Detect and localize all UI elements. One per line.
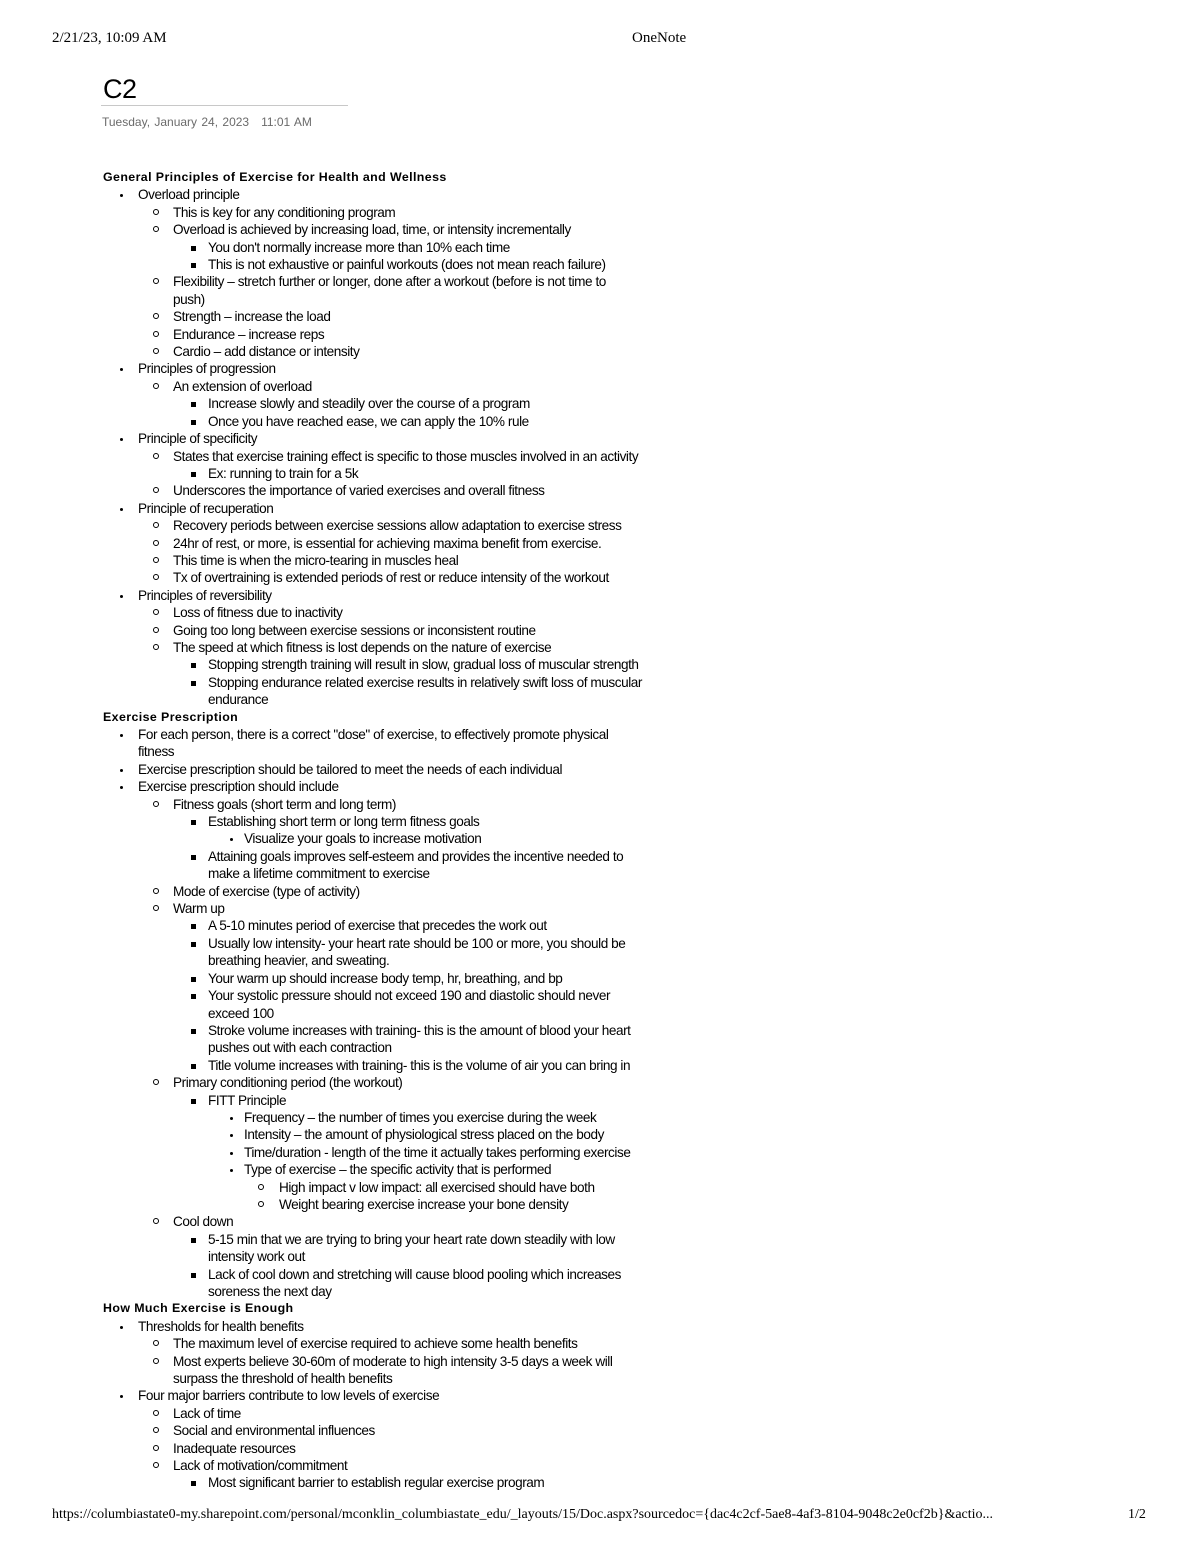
list-item bbox=[0, 221, 1200, 238]
line-text: Principle of recuperation bbox=[138, 500, 274, 516]
list-item bbox=[0, 360, 1200, 377]
bullet-dot-icon bbox=[120, 595, 123, 598]
list-item bbox=[0, 935, 1200, 952]
line-text: Lack of time bbox=[173, 1405, 241, 1421]
line-text: You don't normally increase more than 10% each time bbox=[208, 239, 510, 255]
line-text: How Much Exercise is Enough bbox=[103, 1301, 294, 1316]
bullet-dot-icon bbox=[230, 1169, 233, 1172]
bullet-square-icon bbox=[191, 994, 196, 999]
list-item-continuation bbox=[0, 1370, 1200, 1387]
line-text: Loss of fitness due to inactivity bbox=[173, 605, 343, 621]
list-item bbox=[0, 1387, 1200, 1404]
page-title[interactable]: C2 bbox=[103, 74, 137, 104]
bullet-circle-icon bbox=[153, 627, 159, 633]
bullet-dot-icon bbox=[120, 1395, 123, 1398]
bullet-circle-icon bbox=[258, 1201, 264, 1207]
line-text: Cool down bbox=[173, 1214, 234, 1230]
bullet-dot-icon bbox=[120, 508, 123, 511]
list-item bbox=[0, 1213, 1200, 1230]
page-created-timestamp bbox=[102, 115, 312, 129]
list-item bbox=[0, 517, 1200, 534]
bullet-circle-icon bbox=[153, 348, 159, 354]
line-text: For each person, there is a correct "dose" of exercise, to effectively promote physical bbox=[138, 727, 609, 742]
list-item bbox=[0, 343, 1200, 360]
line-text: fitness bbox=[138, 744, 175, 760]
line-text: Most experts believe 30-60m of moderate to high intensity 3-5 days a week will bbox=[173, 1353, 613, 1369]
section-heading bbox=[0, 169, 1200, 186]
line-text: Stopping strength training will result in slow, gradual loss of muscular strength bbox=[208, 657, 639, 673]
bullet-circle-icon bbox=[258, 1184, 264, 1190]
line-text: Establishing short term or long term fitness goals bbox=[208, 814, 480, 830]
bullet-circle-icon bbox=[153, 383, 159, 389]
list-item-continuation bbox=[0, 865, 1200, 882]
bullet-circle-icon bbox=[153, 209, 159, 215]
bullet-dot-icon bbox=[120, 194, 123, 197]
print-footer-url: https://columbiastate0-my.sharepoint.com/personal/mconklin_columbiastate_edu/_layouts/15/Doc.aspx?sourcedoc={dac4c2cf-5ae8-4af3-8104-9048c2e0cf2b}&actio... bbox=[52, 1507, 994, 1522]
list-item bbox=[0, 1405, 1200, 1422]
line-text: breathing heavier, and sweating. bbox=[208, 953, 390, 969]
bullet-circle-icon bbox=[153, 1445, 159, 1451]
line-text: Attaining goals improves self-esteem and provides the incentive needed to bbox=[208, 848, 624, 864]
list-item-continuation bbox=[0, 1005, 1200, 1022]
line-text: Exercise prescription should include bbox=[138, 779, 339, 795]
line-text: States that exercise training effect is specific to those muscles involved in an activity bbox=[173, 448, 639, 464]
created-time: 11:01 AM bbox=[261, 115, 312, 129]
line-text: exceed 100 bbox=[208, 1005, 274, 1021]
line-text: The speed at which fitness is lost depends on the nature of exercise bbox=[173, 639, 552, 655]
line-text: Stopping endurance related exercise results in relatively swift loss of muscular bbox=[208, 674, 642, 690]
bullet-dot-icon bbox=[120, 368, 123, 371]
list-item bbox=[0, 256, 1200, 273]
list-item bbox=[0, 465, 1200, 482]
list-item bbox=[0, 813, 1200, 830]
list-item bbox=[0, 378, 1200, 395]
list-item bbox=[0, 726, 1200, 743]
section-heading bbox=[0, 709, 1200, 726]
print-footer-page-number: 1/2 bbox=[1128, 1507, 1146, 1522]
title-divider bbox=[101, 105, 348, 106]
list-item bbox=[0, 413, 1200, 430]
line-text: Time/duration - length of the time it actually takes performing exercise bbox=[244, 1144, 631, 1160]
line-text: surpass the threshold of health benefits bbox=[173, 1371, 393, 1387]
list-item bbox=[0, 1126, 1200, 1143]
list-item bbox=[0, 273, 1200, 290]
list-item bbox=[0, 917, 1200, 934]
bullet-square-icon bbox=[191, 855, 196, 860]
line-text: Recovery periods between exercise sessions allow adaptation to exercise stress bbox=[173, 518, 622, 534]
list-item-continuation bbox=[0, 1039, 1200, 1056]
bullet-circle-icon bbox=[153, 644, 159, 650]
list-item bbox=[0, 1109, 1200, 1126]
print-header-date: 2/21/23, 10:09 AM bbox=[52, 30, 167, 46]
list-item bbox=[0, 883, 1200, 900]
bullet-square-icon bbox=[191, 1238, 196, 1243]
list-item bbox=[0, 1074, 1200, 1091]
line-text: Principles of reversibility bbox=[138, 587, 272, 603]
list-item bbox=[0, 1057, 1200, 1074]
line-text: Endurance – increase reps bbox=[173, 326, 325, 342]
line-text: This time is when the micro-tearing in muscles heal bbox=[173, 552, 459, 568]
list-item bbox=[0, 1440, 1200, 1457]
line-text: Social and environmental influences bbox=[173, 1423, 375, 1439]
bullet-circle-icon bbox=[153, 1218, 159, 1224]
line-text: Thresholds for health benefits bbox=[138, 1318, 304, 1334]
line-text: Mode of exercise (type of activity) bbox=[173, 883, 360, 899]
bullet-square-icon bbox=[191, 681, 196, 686]
bullet-circle-icon bbox=[153, 278, 159, 284]
bullet-circle-icon bbox=[153, 1358, 159, 1364]
bullet-circle-icon bbox=[153, 1079, 159, 1085]
bullet-circle-icon bbox=[153, 331, 159, 337]
bullet-circle-icon bbox=[153, 609, 159, 615]
bullet-circle-icon bbox=[153, 574, 159, 580]
list-item bbox=[0, 761, 1200, 778]
list-item bbox=[0, 308, 1200, 325]
line-text: Your warm up should increase body temp, hr, breathing, and bp bbox=[208, 970, 563, 986]
list-item bbox=[0, 674, 1200, 691]
list-item bbox=[0, 587, 1200, 604]
line-text: A 5-10 minutes period of exercise that precedes the work out bbox=[208, 918, 547, 934]
line-text: Weight bearing exercise increase your bone density bbox=[279, 1196, 569, 1212]
line-text: This is not exhaustive or painful workouts (does not mean reach failure) bbox=[208, 257, 606, 273]
list-item-continuation bbox=[0, 1248, 1200, 1265]
list-item bbox=[0, 1474, 1200, 1491]
list-item bbox=[0, 1144, 1200, 1161]
section-heading bbox=[0, 1300, 1200, 1317]
list-item bbox=[0, 778, 1200, 795]
list-item bbox=[0, 326, 1200, 343]
print-header-app-name: OneNote bbox=[632, 30, 687, 46]
line-text: Warm up bbox=[173, 901, 225, 917]
bullet-square-icon bbox=[191, 942, 196, 947]
list-item bbox=[0, 186, 1200, 203]
bullet-circle-icon bbox=[153, 453, 159, 459]
line-text: Underscores the importance of varied exercises and overall fitness bbox=[173, 483, 545, 499]
list-item bbox=[0, 622, 1200, 639]
list-item bbox=[0, 430, 1200, 447]
line-text: Visualize your goals to increase motivation bbox=[244, 831, 482, 847]
list-item bbox=[0, 1353, 1200, 1370]
bullet-square-icon bbox=[191, 1029, 196, 1034]
list-item bbox=[0, 535, 1200, 552]
bullet-circle-icon bbox=[153, 487, 159, 493]
list-item-continuation bbox=[0, 952, 1200, 969]
list-item bbox=[0, 656, 1200, 673]
line-text: Overload is achieved by increasing load, time, or intensity incrementally bbox=[173, 222, 571, 238]
line-text: Flexibility – stretch further or longer, done after a workout (before is not time to bbox=[173, 274, 606, 290]
bullet-circle-icon bbox=[153, 1427, 159, 1433]
list-item bbox=[0, 448, 1200, 465]
list-item bbox=[0, 796, 1200, 813]
line-text: make a lifetime commitment to exercise bbox=[208, 866, 430, 882]
created-date: Tuesday, January 24, 2023 bbox=[102, 115, 250, 129]
line-text: Cardio – add distance or intensity bbox=[173, 344, 360, 360]
line-text: Primary conditioning period (the workout) bbox=[173, 1075, 403, 1091]
bullet-dot-icon bbox=[120, 1326, 123, 1329]
bullet-dot-icon bbox=[230, 838, 233, 841]
note-content[interactable] bbox=[0, 169, 1200, 1492]
list-item bbox=[0, 604, 1200, 621]
list-item-continuation bbox=[0, 691, 1200, 708]
bullet-dot-icon bbox=[120, 786, 123, 789]
bullet-square-icon bbox=[191, 472, 196, 477]
bullet-circle-icon bbox=[153, 1340, 159, 1346]
bullet-circle-icon bbox=[153, 226, 159, 232]
bullet-dot-icon bbox=[230, 1134, 233, 1137]
bullet-circle-icon bbox=[153, 313, 159, 319]
bullet-circle-icon bbox=[153, 1410, 159, 1416]
line-text: An extension of overload bbox=[173, 378, 312, 394]
bullet-circle-icon bbox=[153, 557, 159, 563]
list-item bbox=[0, 970, 1200, 987]
line-text: Type of exercise – the specific activity that is performed bbox=[244, 1162, 552, 1178]
bullet-square-icon bbox=[191, 977, 196, 982]
list-item bbox=[0, 987, 1200, 1004]
bullet-dot-icon bbox=[230, 1117, 233, 1120]
line-text: 24hr of rest, or more, is essential for achieving maxima benefit from exercise. bbox=[173, 535, 602, 551]
bullet-square-icon bbox=[191, 263, 196, 268]
list-item bbox=[0, 1161, 1200, 1178]
bullet-circle-icon bbox=[153, 905, 159, 911]
line-text: Intensity – the amount of physiological stress placed on the body bbox=[244, 1127, 604, 1143]
line-text: Inadequate resources bbox=[173, 1440, 296, 1456]
list-item bbox=[0, 1422, 1200, 1439]
bullet-circle-icon bbox=[153, 522, 159, 528]
bullet-square-icon bbox=[191, 246, 196, 251]
bullet-dot-icon bbox=[120, 734, 123, 737]
bullet-circle-icon bbox=[153, 801, 159, 807]
list-item-continuation bbox=[0, 291, 1200, 308]
bullet-square-icon bbox=[191, 1481, 196, 1486]
line-text: Most significant barrier to establish regular exercise program bbox=[208, 1475, 545, 1491]
line-text: The maximum level of exercise required to achieve some health benefits bbox=[173, 1336, 578, 1352]
line-text: Increase slowly and steadily over the course of a program bbox=[208, 396, 530, 412]
line-text: Lack of motivation/commitment bbox=[173, 1458, 348, 1474]
line-text: General Principles of Exercise for Health and Wellness bbox=[103, 170, 447, 184]
bullet-dot-icon bbox=[120, 438, 123, 441]
line-text: High impact v low impact: all exercised should have both bbox=[279, 1179, 595, 1195]
line-text: Lack of cool down and stretching will cause blood pooling which increases bbox=[208, 1266, 621, 1282]
bullet-square-icon bbox=[191, 663, 196, 668]
bullet-dot-icon bbox=[230, 1152, 233, 1155]
bullet-square-icon bbox=[191, 1064, 196, 1069]
list-item bbox=[0, 1457, 1200, 1474]
line-text: FITT Principle bbox=[208, 1092, 287, 1108]
list-item bbox=[0, 848, 1200, 865]
list-item-continuation bbox=[0, 1283, 1200, 1300]
line-text: Principle of specificity bbox=[138, 431, 258, 447]
line-text: Fitness goals (short term and long term) bbox=[173, 796, 397, 812]
list-item bbox=[0, 1266, 1200, 1283]
list-item bbox=[0, 1318, 1200, 1335]
bullet-circle-icon bbox=[153, 540, 159, 546]
bullet-circle-icon bbox=[153, 1462, 159, 1468]
line-text: Tx of overtraining is extended periods of rest or reduce intensity of the workout bbox=[173, 570, 609, 586]
list-item bbox=[0, 569, 1200, 586]
line-text: Strength – increase the load bbox=[173, 309, 331, 325]
list-item bbox=[0, 1022, 1200, 1039]
line-text: Exercise prescription should be tailored to meet the needs of each individual bbox=[138, 761, 563, 777]
line-text: 5-15 min that we are trying to bring your heart rate down steadily with low bbox=[208, 1231, 615, 1247]
list-item bbox=[0, 500, 1200, 517]
list-item bbox=[0, 1231, 1200, 1248]
list-item bbox=[0, 830, 1200, 847]
line-text: Usually low intensity- your heart rate should be 100 or more, you should be bbox=[208, 935, 626, 951]
bullet-square-icon bbox=[191, 402, 196, 407]
line-text: Title volume increases with training- this is the volume of air you can bring in bbox=[208, 1057, 631, 1073]
bullet-square-icon bbox=[191, 1099, 196, 1104]
list-item bbox=[0, 900, 1200, 917]
line-text: Stroke volume increases with training- this is the amount of blood your heart bbox=[208, 1022, 631, 1038]
line-text: This is key for any conditioning program bbox=[173, 204, 396, 220]
bullet-square-icon bbox=[191, 420, 196, 425]
list-item bbox=[0, 1179, 1200, 1196]
line-text: Overload principle bbox=[138, 187, 240, 203]
bullet-square-icon bbox=[191, 820, 196, 825]
line-text: Ex: running to train for a 5k bbox=[208, 465, 359, 481]
line-text: pushes out with each contraction bbox=[208, 1040, 392, 1056]
list-item bbox=[0, 395, 1200, 412]
list-item bbox=[0, 552, 1200, 569]
list-item bbox=[0, 1196, 1200, 1213]
list-item bbox=[0, 239, 1200, 256]
bullet-square-icon bbox=[191, 1273, 196, 1278]
list-item bbox=[0, 204, 1200, 221]
bullet-circle-icon bbox=[153, 888, 159, 894]
bullet-dot-icon bbox=[120, 769, 123, 772]
line-text: Once you have reached ease, we can apply the 10% rule bbox=[208, 413, 529, 429]
bullet-square-icon bbox=[191, 924, 196, 929]
line-text: Frequency – the number of times you exercise during the week bbox=[244, 1109, 597, 1125]
line-text: intensity work out bbox=[208, 1249, 305, 1265]
line-text: Four major barriers contribute to low levels of exercise bbox=[138, 1388, 440, 1404]
list-item bbox=[0, 1092, 1200, 1109]
line-text: Going too long between exercise sessions or inconsistent routine bbox=[173, 622, 536, 638]
list-item bbox=[0, 1335, 1200, 1352]
line-text: soreness the next day bbox=[208, 1284, 332, 1299]
list-item bbox=[0, 639, 1200, 656]
line-text: Principles of progression bbox=[138, 361, 276, 377]
list-item bbox=[0, 482, 1200, 499]
list-item-continuation bbox=[0, 743, 1200, 760]
line-text: push) bbox=[173, 291, 205, 307]
line-text: Your systolic pressure should not exceed 190 and diastolic should never bbox=[208, 988, 611, 1004]
line-text: Exercise Prescription bbox=[103, 709, 239, 724]
line-text: endurance bbox=[208, 692, 269, 708]
